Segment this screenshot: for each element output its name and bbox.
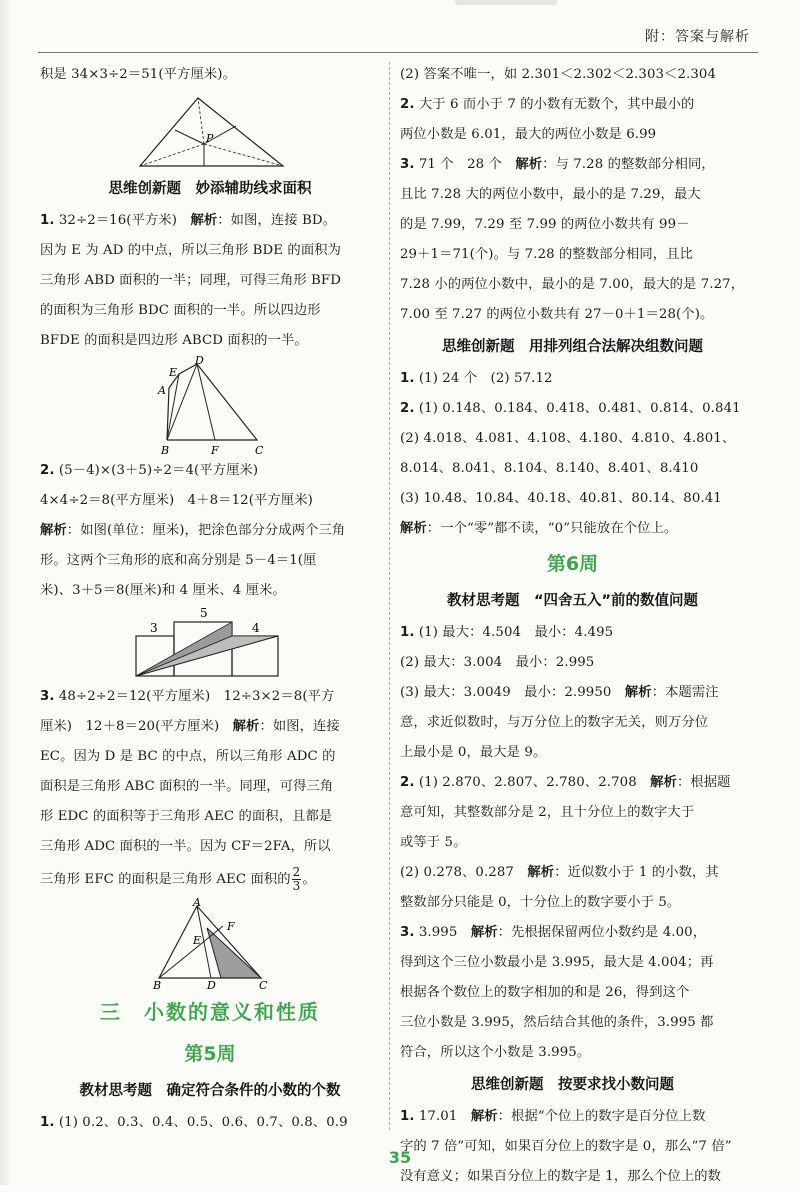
q3-line-6: 三角形 ADC 面积的一半。因为 CF＝2FA，所以 xyxy=(40,839,331,854)
r-line-14: (3) 10.48、10.84、40.18、40.81、80.14、80.41 xyxy=(400,491,722,506)
q3-line-7: 三角形 EFC 的面积是三角形 AEC 面积的 $\frac{2}{3}$ 。 xyxy=(40,865,316,893)
top-tab xyxy=(455,0,557,5)
figure-quadrilateral-abcd xyxy=(145,356,275,456)
r-line-28: 根据各个数位上的数字相加的和是 26，得到这个 xyxy=(400,985,690,1000)
label-a: A xyxy=(158,384,166,397)
q2-line-4: 形。这两个三角形的底和高分别是 5－4＝1(厘 xyxy=(40,553,317,568)
figure-three-rectangles xyxy=(130,606,290,682)
label-d: D xyxy=(207,979,216,990)
header-rule xyxy=(38,52,758,53)
r-line-19: 意，求近似数时，与万分位上的数字无关，则万分位 xyxy=(400,715,709,730)
q1-line-5: BFDE 的面积是四边形 ABCD 面积的一半。 xyxy=(40,333,308,348)
r-line-4: 3. 71 个 28 个 解析：与 7.28 的整数部分相同， xyxy=(400,157,715,172)
r-line-21: 2. (1) 2.870、2.807、2.780、2.708 解析：根据题 xyxy=(400,775,731,790)
r-line-7: 29＋1＝71(个)。与 7.28 的整数部分相同，且比 xyxy=(400,247,693,262)
label-e: E xyxy=(193,934,202,947)
r-line-31: 1. 17.01 解析：根据“个位上的数字是百分位上数 xyxy=(400,1109,706,1124)
q2-line-1: 2. (5－4)×(3＋5)÷2＝4(平方厘米) xyxy=(40,463,259,478)
r-line-23: 或等于 5。 xyxy=(400,835,467,850)
r-line-26: 3. 3.995 解析：先根据保留两位小数约是 4.00， xyxy=(400,925,707,940)
r-line-22: 意可知，其整数部分是 2，且十分位上的数字大于 xyxy=(400,805,695,820)
q3-line-2: 厘米) 12＋8＝20(平方厘米) 解析：如图，连接 xyxy=(40,719,340,734)
q3-line-5: 形 EDC 的面积等于三角形 AEC 的面积，且都是 xyxy=(40,809,333,824)
label-b: B xyxy=(161,444,170,456)
r-line-15: 解析：一个“零”都不读，“0”只能放在个位上。 xyxy=(400,521,678,536)
r-line-1: (2) 答案不唯一，如 2.301＜2.302＜2.303＜2.304 xyxy=(400,67,717,82)
q3-line-3: EC。因为 D 是 BC 的中点，所以三角形 ADC 的 xyxy=(40,749,336,764)
figure-triangle-abc-shaded xyxy=(145,898,275,990)
label-3: 3 xyxy=(150,621,158,635)
r-line-12: (2) 4.018、4.081、4.108、4.180、4.810、4.801、 xyxy=(400,431,736,446)
r-line-25: 整数部分只能是 0，十分位上的数字要小于 5。 xyxy=(400,895,681,910)
section-title-rounding: 教材思考题 “四舍五入”前的数值问题 xyxy=(446,593,699,609)
r-line-6: 的是 7.99，7.29 至 7.99 的两位小数共有 99－ xyxy=(400,217,690,232)
r-line-10: 1. (1) 24 个 (2) 57.12 xyxy=(400,371,553,386)
r-line-27: 得到这个三位小数最小是 3.995，最大是 4.004；再 xyxy=(400,955,714,970)
r-line-13: 8.014、8.041、8.104、8.140、8.401、8.410 xyxy=(400,461,699,476)
q1-line-2: 因为 E 为 AD 的中点，所以三角形 BDE 的面积为 xyxy=(40,243,342,258)
q2-line-5: 米)、3＋5＝8(厘米)和 4 厘米、4 厘米。 xyxy=(40,583,286,598)
section-title-combinations: 思维创新题 用排列组合法解决组数问题 xyxy=(442,339,703,355)
r-line-2: 2. 大于 6 而小于 7 的小数有无数个，其中最小的 xyxy=(400,97,695,112)
q4-line-1: 1. (1) 0.2、0.3、0.4、0.5、0.6、0.7、0.8、0.9 xyxy=(40,1115,348,1130)
fraction-two-thirds: $\frac{2}{3}$ xyxy=(292,865,301,893)
r-line-16: 1. (1) 最大：4.504 最小：4.495 xyxy=(400,625,614,640)
r-line-33: 没有意义；如果百分位上的数字是 1，那么个位上的数 xyxy=(400,1169,722,1184)
chapter-title: 三 小数的意义和性质 xyxy=(100,1000,320,1024)
label-d: D xyxy=(195,356,204,367)
page-number: 35 xyxy=(388,1148,412,1167)
week-5-heading: 第5周 xyxy=(184,1043,236,1065)
label-c: C xyxy=(259,979,268,990)
q1-line-4: 的面积为三角形 BDC 面积的一半。所以四边形 xyxy=(40,303,321,318)
label-b: B xyxy=(153,979,162,990)
week-6-heading: 第6周 xyxy=(546,553,599,575)
r-line-20: 上最小是 0，最大是 9。 xyxy=(400,745,547,760)
svg-text:P: P xyxy=(206,132,214,145)
r-line-3: 两位小数是 6.01，最大的两位小数是 6.99 xyxy=(400,127,657,142)
label-5: 5 xyxy=(200,606,208,620)
r-line-5: 且比 7.28 大的两位小数中，最小的是 7.29，最大 xyxy=(400,187,701,202)
label-4: 4 xyxy=(252,621,260,635)
r-line-11: 2. (1) 0.148、0.184、0.418、0.481、0.814、0.841 xyxy=(400,401,741,416)
r-line-32: 字的 7 倍”可知，如果百分位上的数字是 0，那么“7 倍” xyxy=(400,1139,732,1154)
r-line-18: (3) 最大：3.0049 最小：2.9950 解析：本题需注 xyxy=(400,685,719,700)
left-column xyxy=(40,60,380,1138)
right-column xyxy=(400,60,745,1192)
label-c: C xyxy=(255,444,264,456)
label-a: A xyxy=(193,898,201,909)
section-title-decimal-count: 教材思考题 确定符合条件的小数的个数 xyxy=(79,1083,341,1099)
label-f: F xyxy=(227,920,235,933)
q3-line-1: 3. 48÷2÷2＝12(平方厘米) 12÷3×2＝8(平方 xyxy=(40,689,335,704)
section-title-auxiliary-lines: 思维创新题 妙添辅助线求面积 xyxy=(108,181,312,197)
label-f: F xyxy=(211,444,219,456)
page-edge xyxy=(0,0,10,1185)
r-line-8: 7.28 小的两位小数中，最小的是 7.00，最大的是 7.27， xyxy=(400,277,745,292)
label-e: E xyxy=(169,366,178,379)
column-divider xyxy=(389,62,390,1130)
q3-line-4: 面积是三角形 ABC 面积的一半。同理，可得三角 xyxy=(40,779,334,794)
q1-line-3: 三角形 ABD 面积的一半；同理，可得三角形 BFD xyxy=(40,273,342,288)
section-title-find-decimal: 思维创新题 按要求找小数问题 xyxy=(471,1077,674,1093)
r-line-9: 7.00 至 7.27 的两位小数共有 27－0＋1＝28(个)。 xyxy=(400,307,714,322)
intro-line: 积是 34×3÷2＝51(平方厘米)。 xyxy=(40,67,236,82)
running-header: 附：答案与解析 xyxy=(645,29,750,45)
r-line-30: 符合，所以这个小数是 3.995。 xyxy=(400,1045,591,1060)
r-line-29: 三位小数是 3.995，然后结合其他的条件，3.995 都 xyxy=(400,1015,714,1030)
q1-line-1: 1. 32÷2＝16(平方米) 解析：如图，连接 BD。 xyxy=(40,213,336,228)
q2-line-3: 解析：如图(单位：厘米)，把涂色部分分成两个三角 xyxy=(40,523,346,538)
figure-triangle-point-p xyxy=(120,90,300,172)
r-line-24: (2) 0.278、0.287 解析：近似数小于 1 的小数，其 xyxy=(400,865,719,880)
r-line-17: (2) 最大：3.004 最小：2.995 xyxy=(400,655,595,670)
q2-line-2: 4×4÷2＝8(平方厘米) 4＋8＝12(平方厘米) xyxy=(40,493,313,508)
